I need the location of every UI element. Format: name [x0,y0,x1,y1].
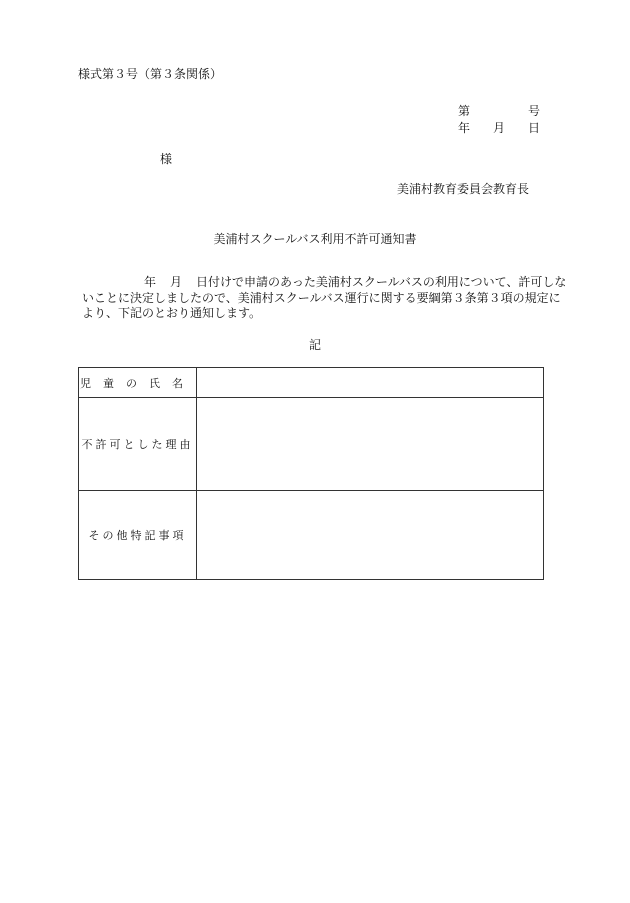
table-row-student-name [79,368,544,398]
reason-label: 不許可とした理由 [79,398,197,491]
body-line-1-text: 日付けで申請のあった美浦村スクールバスの利用について、許可しな [196,275,567,289]
document-number-suffix: 号 [527,104,540,118]
issuer-name: 美浦村教育委員会教育長 [397,182,530,196]
body-paragraph [82,275,567,322]
document-date [458,121,540,135]
body-date-month: 月 [170,275,183,289]
ki-heading: 記 [308,338,321,352]
remarks-field[interactable] [197,491,544,580]
document-title: 美浦村スクールバス利用不許可通知書 [213,232,417,246]
table-row-remarks [79,491,544,580]
remarks-label: その他特記事項 [79,491,197,580]
body-line-3: より、下記のとおり通知します。 [82,306,262,320]
date-year: 年 [458,121,471,135]
student-name-label: 児童の氏名 [79,368,197,398]
date-day: 日 [527,121,540,135]
student-name-field[interactable] [197,368,544,398]
table-row-reason [79,398,544,491]
document-number-prefix: 第 [458,104,471,118]
details-table [78,367,544,580]
body-line-2: いことに決定しましたので、美浦村スクールバス運行に関する要綱第３条第３項の規定に [82,290,561,305]
date-month: 月 [492,121,505,135]
document-number [458,104,540,118]
form-number-label: 様式第３号（第３条関係） [78,67,223,81]
reason-field[interactable] [197,398,544,491]
body-date-year: 年 [144,275,157,289]
addressee-honorific: 様 [160,152,173,166]
body-line-1 [82,275,567,291]
